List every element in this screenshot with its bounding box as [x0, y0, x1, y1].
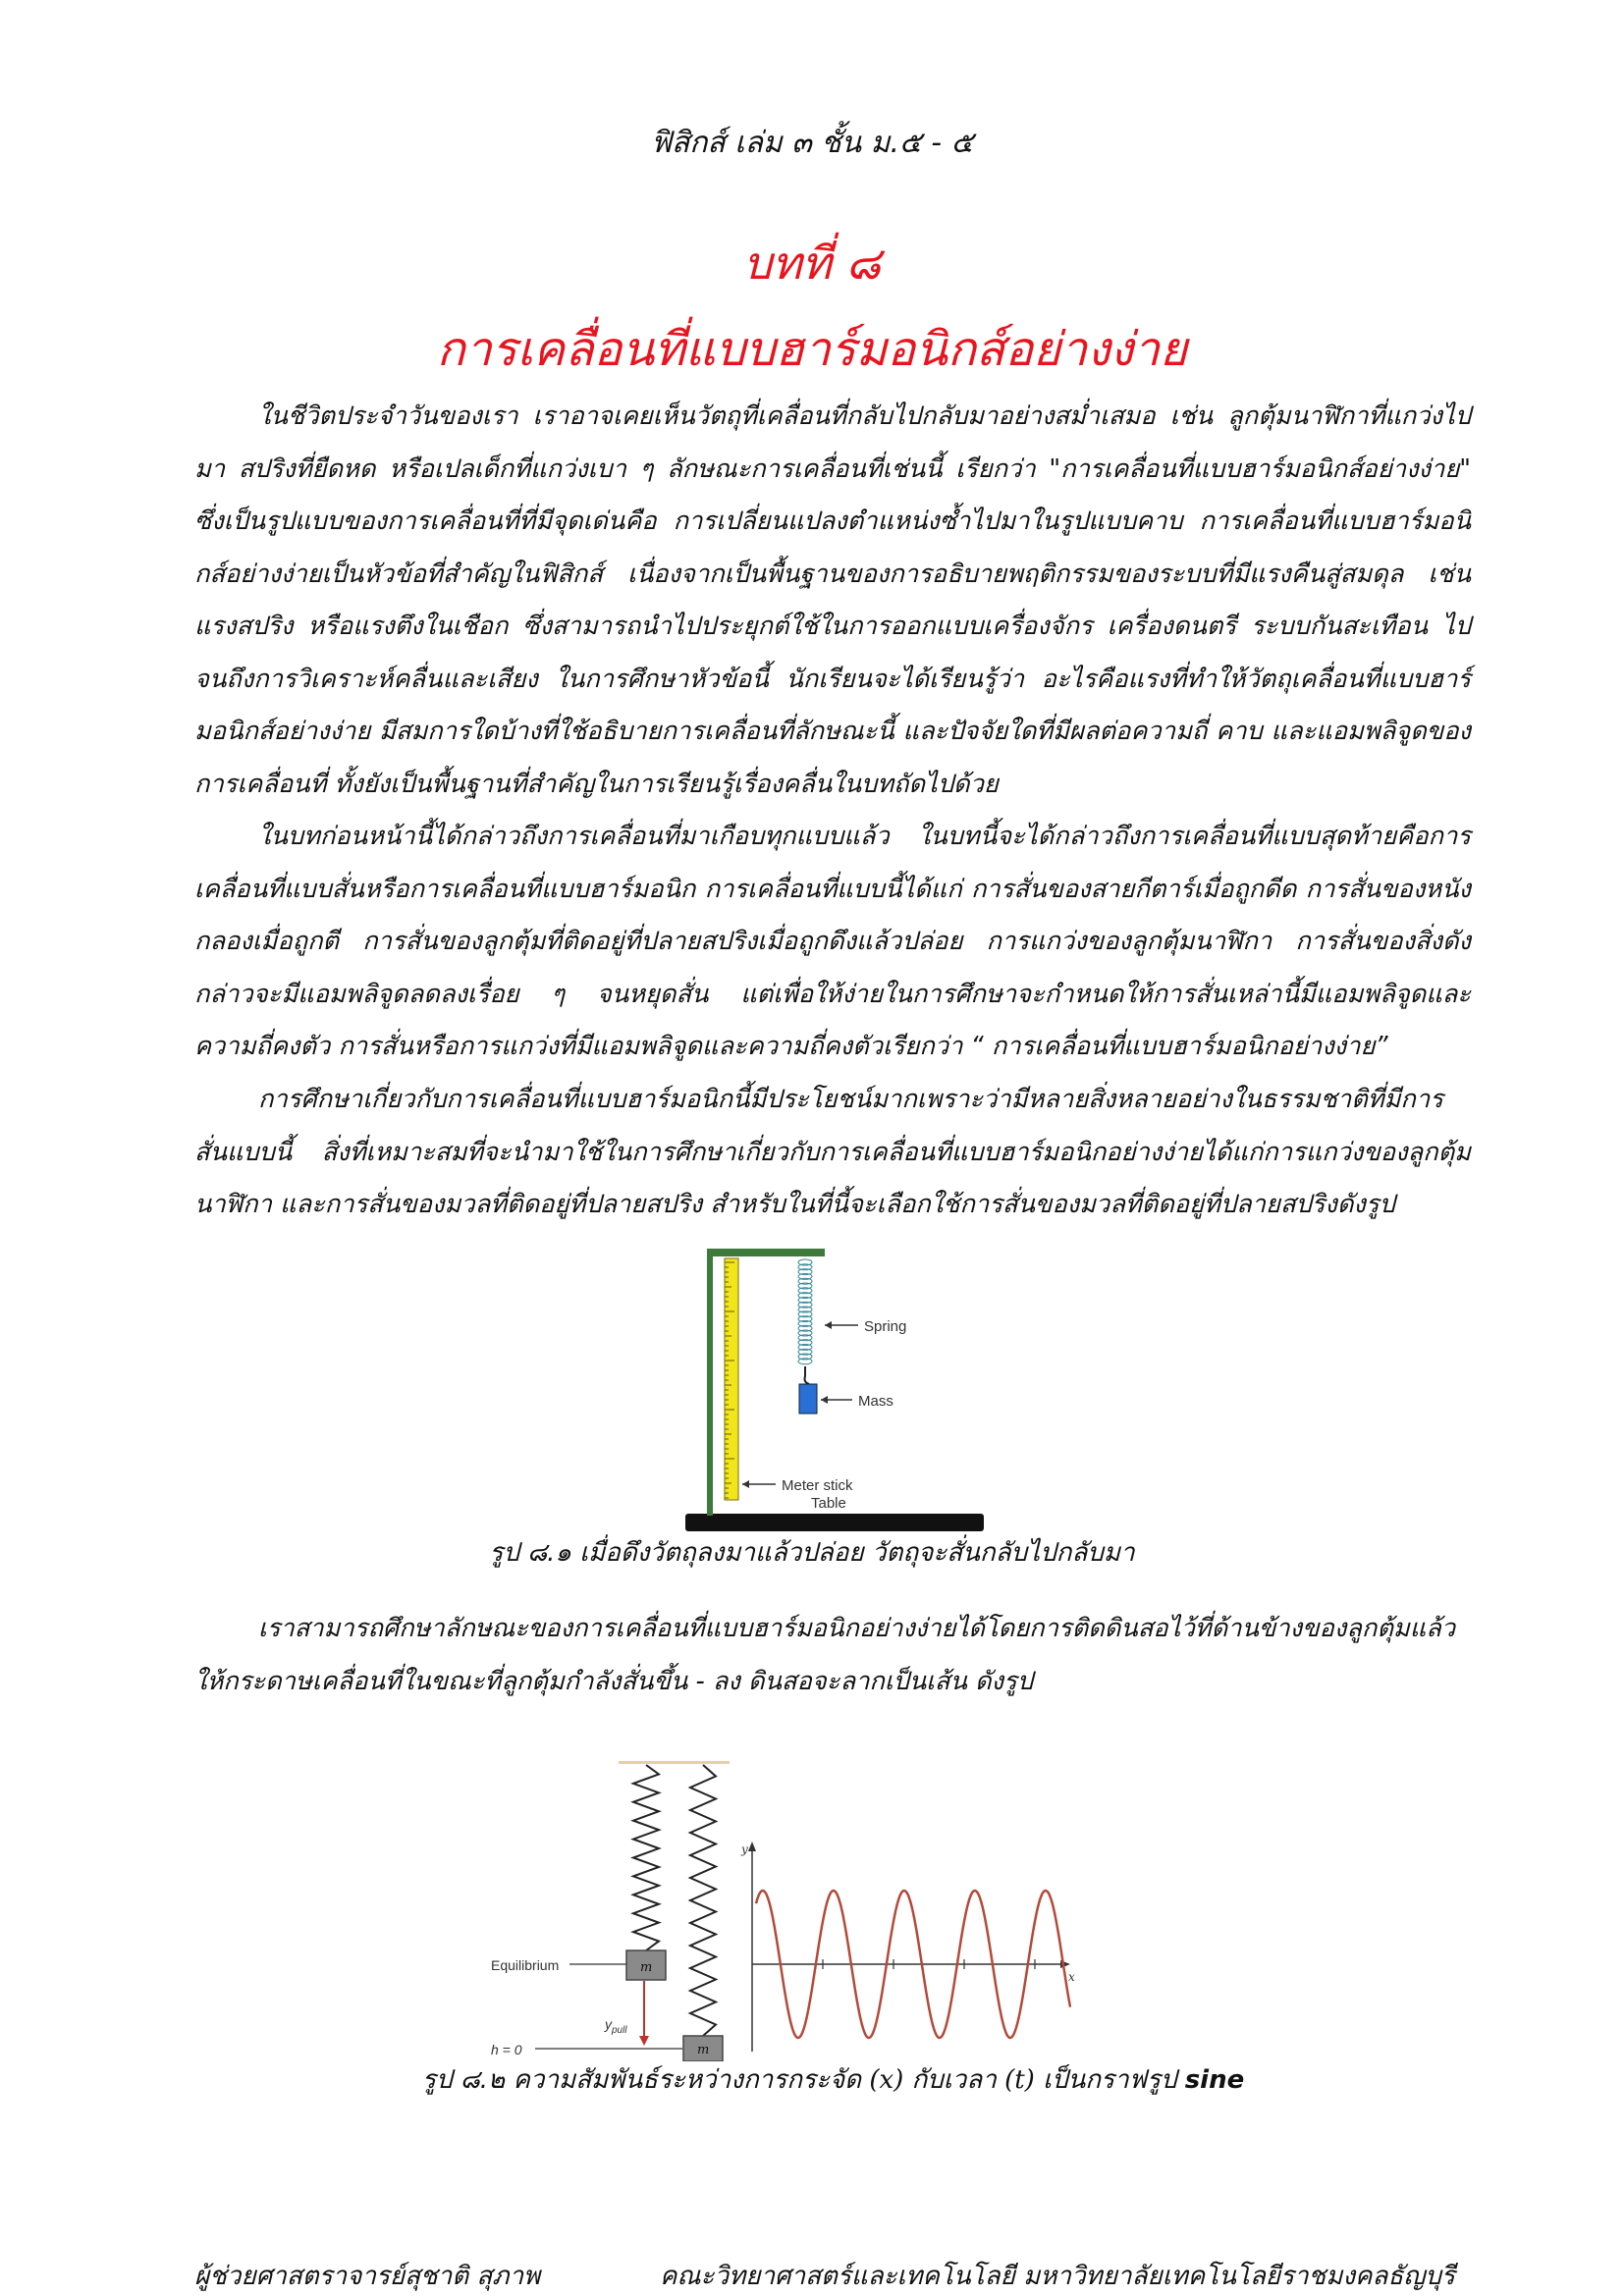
label-y-pull: $y_{pull}$ [605, 2016, 627, 2036]
y-pull-arrowhead [639, 2036, 649, 2046]
caption2-middle: กับเวลา [903, 2065, 1005, 2095]
mass-symbol-1: m [640, 1960, 653, 1975]
paragraph-previous-chapter: ในบทก่อนหน้านี้ได้กล่าวถึงการเคลื่อนที่มาเกือบทุกแบบแล้ว ในบทนี้จะได้กล่าวถึงการเคลื่อนที่แบบสุดท้ายคือการเคลื่อนที่แบบสั่นหรือการเคลื่อนที่แบบฮาร์มอนิก การเคลื่อนที่แบบนี้ได้แก่ การสั่นของสายกีตาร์เมื่อถูกดีด การสั่นของหนังกลองเมื่อถูกตี การสั่นของลูกตุ้มที่ติดอยู่ที่ปลายสปริงเมื่อถูกดึงแล้วปล่อย การแกว่งของลูกตุ้มนาฬิกา การสั่นของสิ่งดังกล่าวจะมีแอมพลิจูดลดลงเรื่อย ๆ จนหยุดสั่น แต่เพื่อให้ง่ายในการศึกษาจะกำหนดให้การสั่นเหล่านี้มีแอมพลิจูดและความถี่คงตัว การสั่นหรือการแกว่งที่มีแอมพลิจูดและความถี่คงตัวเรียกว่า “ การเคลื่อนที่แบบฮาร์มอนิกอย่างง่าย” [194, 822, 1471, 1061]
meter-arrowhead [742, 1480, 749, 1488]
footer-author: ผู้ช่วยศาสตราจารย์สุชาติ สุภาพ [194, 2262, 541, 2291]
spring-at-equilibrium [633, 1765, 659, 1950]
ceiling-left [619, 1761, 676, 1764]
caption2-prefix: รูป ๘.๒ ความสัมพันธ์ระหว่างการกระจัด [422, 2065, 870, 2095]
graph-y-arrowhead [748, 1842, 756, 1851]
chapter-title: การเคลื่อนที่แบบฮาร์มอนิกส์อย่างง่าย [436, 322, 1188, 377]
mass-block [799, 1384, 817, 1414]
mass-symbol-2: m [697, 2043, 710, 2057]
paragraph-study-benefit: การศึกษาเกี่ยวกับการเคลื่อนที่แบบฮาร์มอนิกนี้มีประโยชน์มากเพราะว่ามีหลายสิ่งหลายอย่างในธรรมชาติที่มีการสั่นแบบนี้ สิ่งที่เหมาะสมที่จะนำมาใช้ในการศึกษาเกี่ยวกับการเคลื่อนที่แบบฮาร์มอนิกอย่างง่ายได้แก่การแกว่งของลูกตุ้มนาฬิกา และการสั่นของมวลที่ติดอยู่ที่ปลายสปริง สำหรับในที่นี้จะเลือกใช้การสั่นของมวลที่ติดอยู่ที่ปลายสปริงดังรูป [194, 1085, 1471, 1219]
figure2-caption [422, 2059, 1244, 2100]
label-mass: Mass [858, 1393, 893, 1410]
chapter-number: บทที่ ๘ [743, 237, 881, 290]
caption2-suffix: เป็นกราฟรูป [1034, 2065, 1185, 2095]
axis-label-y: y [741, 1842, 748, 1856]
axis-label-x: x [1068, 1970, 1075, 1984]
label-table: Table [811, 1495, 846, 1512]
ceiling-right [673, 1761, 730, 1764]
spring-pulled [690, 1765, 716, 2036]
figure1-caption: รูป ๘.๑ เมื่อดึงวัตถุลงมาแล้วปล่อย วัตถุจะสั่นกลับไปกลับมา [489, 1538, 1135, 1568]
label-h-zero: h = 0 [491, 2042, 522, 2057]
mass-arrowhead [821, 1396, 828, 1404]
table-surface [685, 1514, 984, 1531]
caption2-x-symbol: (x) [869, 2065, 904, 2095]
paragraph-intro: ในชีวิตประจำวันของเรา เราอาจเคยเห็นวัตถุที่เคลื่อนที่กลับไปกลับมาอย่างสม่ำเสมอ เช่น ลูกตุ้มนาฬิกาที่แกว่งไปมา สปริงที่ยืดหด หรือเปลเด็กที่แกว่งเบา ๆ ลักษณะการเคลื่อนที่เช่นนี้ เรียกว่า "การเคลื่อนที่แบบฮาร์มอนิกส์อย่างง่าย" ซึ่งเป็นรูปแบบของการเคลื่อนที่ที่มีจุดเด่นคือ การเปลี่ยนแปลงตำแหน่งซ้ำไปมาในรูปแบบคาบ การเคลื่อนที่แบบฮาร์มอนิกส์อย่างง่ายเป็นหัวข้อที่สำคัญในฟิสิกส์ เนื่องจากเป็นพื้นฐานของการอธิบายพฤติกรรมของระบบที่มีแรงคืนสู่สมดุล เช่น แรงสปริง หรือแรงตึงในเชือก ซึ่งสามารถนำไปประยุกต์ใช้ในการออกแบบเครื่องจักร เครื่องดนตรี ระบบกันสะเทือน ไปจนถึงการวิเคราะห์คลื่นและเสียง ในการศึกษาหัวข้อนี้ นักเรียนจะได้เรียนรู้ว่า อะไรคือแรงที่ทำให้วัตถุเคลื่อนที่แบบฮาร์มอนิกส์อย่างง่าย มีสมการใดบ้างที่ใช้อธิบายการเคลื่อนที่ลักษณะนี้ และปัจจัยใดที่มีผลต่อความถี่ คาบ และแอมพลิจูดของการเคลื่อนที่ ทั้งยังเป็นพื้นฐานที่สำคัญในการเรียนรู้เรื่องคลื่นในบทถัดไปด้วย [194, 401, 1471, 799]
footer-affiliation: คณะวิทยาศาสตร์และเทคโนโลยี มหาวิทยาลัยเทคโนโลยีราชมงคลธัญบุรี [660, 2262, 1455, 2291]
label-meter-stick: Meter stick [782, 1477, 853, 1494]
stand-arm [707, 1249, 825, 1256]
spring [798, 1259, 812, 1364]
label-spring: Spring [864, 1318, 907, 1335]
label-equilibrium: Equilibrium [491, 1957, 560, 1973]
figure-sine-oscillation [481, 1757, 1208, 2061]
caption2-sine: sine [1184, 2065, 1245, 2095]
paragraph-pencil-trace: เราสามารถศึกษาลักษณะของการเคลื่อนที่แบบฮาร์มอนิกอย่างง่ายได้โดยการติดดินสอไว้ที่ด้านข้างของลูกตุ้มแล้วให้กระดาษเคลื่อนที่ในขณะที่ลูกตุ้มกำลังสั่นขึ้น - ลง ดินสอจะลากเป็นเส้น ดังรูป [194, 1614, 1456, 1696]
stand-pole [707, 1253, 713, 1516]
figure-spring-mass-stand [677, 1247, 992, 1541]
spring-hook [805, 1366, 810, 1384]
caption2-t-symbol: (t) [1004, 2065, 1035, 2095]
running-header: ฟิสิกส์ เล่ม ๓ ชั้น ม.๕ - ๕ [650, 126, 974, 160]
spring-arrowhead [825, 1321, 832, 1329]
